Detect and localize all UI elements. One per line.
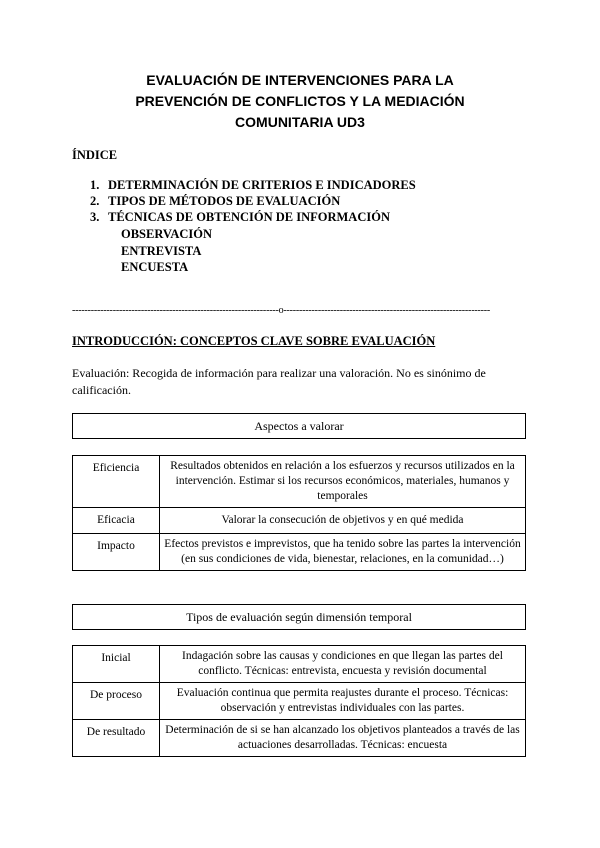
index-sublist: [121, 226, 212, 276]
aspect-description: Efectos previstos e imprevistos, que ha tenido sobre las partes la intervención (en sus condiciones de vida, bienestar, relaciones, en la comunidad…): [160, 534, 526, 571]
index-item-label: TÉCNICAS DE OBTENCIÓN DE INFORMACIÓN: [108, 210, 390, 224]
index-item-number: 2.: [90, 194, 100, 208]
table-row: [73, 456, 526, 508]
title-line: PREVENCIÓN DE CONFLICTOS Y LA MEDIACIÓN: [135, 93, 465, 109]
intro-heading: INTRODUCCIÓN: CONCEPTOS CLAVE SOBRE EVALUACIÓN: [72, 334, 436, 348]
title-line: COMUNITARIA UD3: [235, 114, 365, 130]
aspect-label: Eficiencia: [73, 456, 160, 508]
table-row: [73, 534, 526, 571]
aspect-description: Resultados obtenidos en relación a los esfuerzos y recursos utilizados en la intervención. Estimar si los recursos económicos, materiales, humanos y temporales: [160, 456, 526, 508]
intro-paragraph: Evaluación: Recogida de información para realizar una valoración. No es sinónimo de calificación.: [72, 366, 486, 397]
evaluation-type-description: Indagación sobre las causas y condiciones en que llegan las partes del conflicto. Técnicas: entrevista, encuesta y revisión documental: [160, 646, 526, 683]
table-row: [73, 646, 526, 683]
index-item: [90, 209, 416, 225]
index-subitem: ENTREVISTA: [121, 243, 202, 258]
aspect-label: Eficacia: [73, 508, 160, 534]
index-list: [90, 177, 416, 225]
table-row: [73, 720, 526, 757]
evaluation-type-description: Evaluación continua que permita reajustes durante el proceso. Técnicas: observación y entrevistas individuales con las partes.: [160, 683, 526, 720]
index-item-label: TIPOS DE MÉTODOS DE EVALUACIÓN: [108, 194, 341, 208]
aspects-header-box: Aspectos a valorar: [72, 413, 526, 439]
evaluation-type-description: Determinación de si se han alcanzado los objetivos planteados a través de las actuaciones desarrolladas. Técnicas: encuesta: [160, 720, 526, 757]
index-heading: ÍNDICE: [72, 148, 118, 162]
table-row: [73, 508, 526, 534]
index-item-number: 1.: [90, 178, 100, 192]
index-subitem: ENCUESTA: [121, 260, 189, 274]
index-item-number: 3.: [90, 210, 100, 224]
aspects-table: [72, 455, 526, 571]
temporal-table: [72, 645, 526, 757]
document-title: [60, 70, 540, 133]
temporal-header-box: Tipos de evaluación según dimensión temporal: [72, 604, 526, 630]
index-subitem: OBSERVACIÓN: [121, 227, 213, 241]
table-row: [73, 683, 526, 720]
title-line: EVALUACIÓN DE INTERVENCIONES PARA LA: [146, 72, 454, 88]
aspect-description: Valorar la consecución de objetivos y en qué medida: [160, 508, 526, 534]
index-item: [90, 193, 416, 209]
section-separator: ------------------------------------------------------------------o------------------------------------------------------------------: [72, 305, 490, 316]
evaluation-type-label: De resultado: [73, 720, 160, 757]
index-item-label: DETERMINACIÓN DE CRITERIOS E INDICADORES: [108, 178, 416, 192]
aspect-label: Impacto: [73, 534, 160, 571]
evaluation-type-label: De proceso: [73, 683, 160, 720]
index-item: [90, 177, 416, 193]
evaluation-type-label: Inicial: [73, 646, 160, 683]
